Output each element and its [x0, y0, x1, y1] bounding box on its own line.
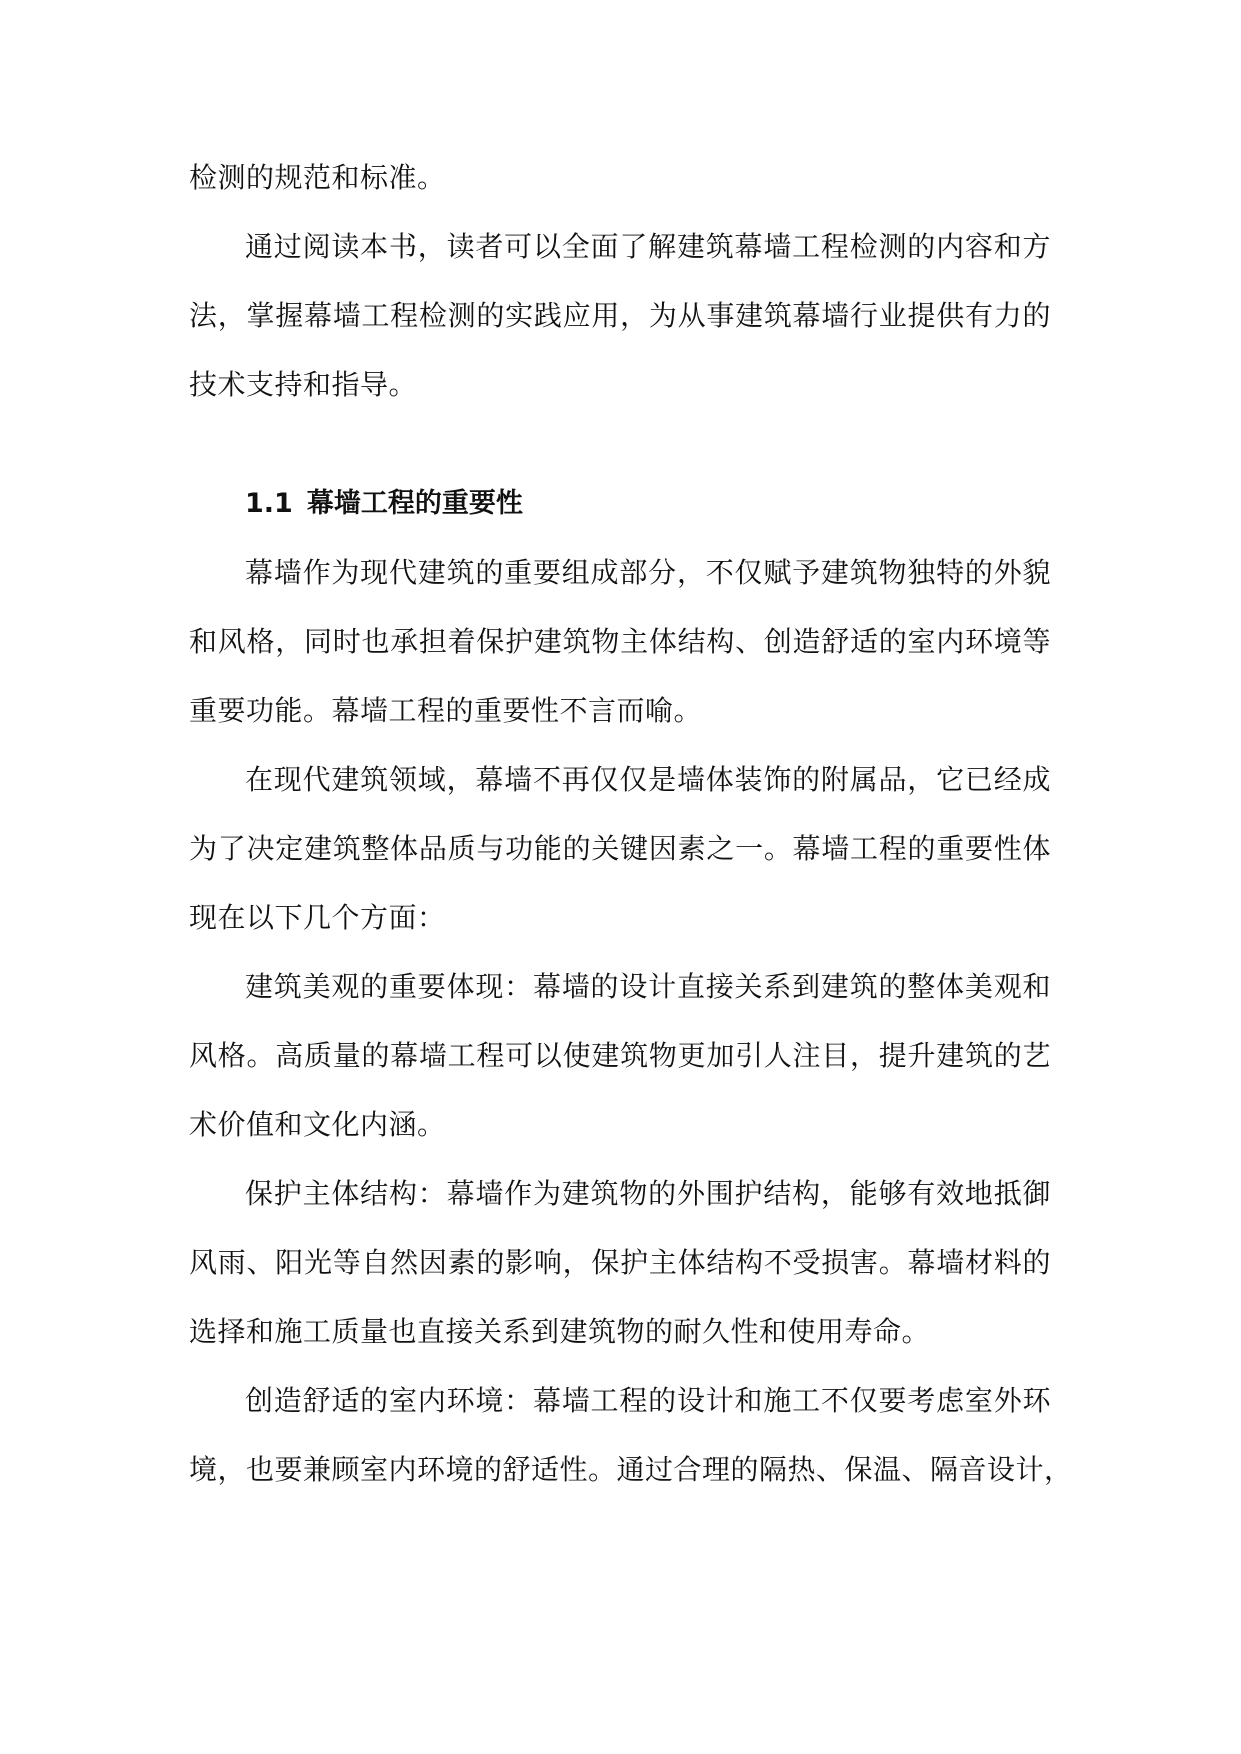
- paragraph-continuation: [189, 143, 1051, 212]
- section-heading: [189, 469, 1051, 538]
- paragraph-indoor-environment: [189, 1366, 1073, 1504]
- paragraph-structure-protection: [189, 1159, 1051, 1366]
- paragraph-curtain-wall-role: [189, 538, 1051, 745]
- text-line: 为了决定建筑整体品质与功能的关键因素之一。幕墙工程的重要性体: [189, 832, 1051, 865]
- text-line: 创造舒适的室内环境：幕墙工程的设计和施工不仅要考虑室外环: [245, 1384, 1051, 1417]
- text-line: 检测的规范和标准。: [189, 161, 446, 194]
- text-line: 现在以下几个方面：: [189, 901, 446, 934]
- section-number: 1.1: [245, 488, 293, 519]
- paragraph-modern-architecture: [189, 745, 1051, 952]
- text-line: 通过阅读本书，读者可以全面了解建筑幕墙工程检测的内容和方: [245, 230, 1051, 263]
- text-line: 重要功能。幕墙工程的重要性不言而喻。: [189, 694, 703, 727]
- text-line: 和风格，同时也承担着保护建筑物主体结构、创造舒适的室内环境等: [189, 625, 1051, 658]
- text-line: 保护主体结构：幕墙作为建筑物的外围护结构，能够有效地抵御: [245, 1177, 1051, 1210]
- text-line: 技术支持和指导。: [189, 368, 418, 401]
- text-line: 境，也要兼顾室内环境的舒适性。通过合理的隔热、保温、隔音设计，: [189, 1453, 1073, 1486]
- text-line: 法，掌握幕墙工程检测的实践应用，为从事建筑幕墙行业提供有力的: [189, 299, 1051, 332]
- document-body: [189, 143, 1073, 1504]
- text-line: 选择和施工质量也直接关系到建筑物的耐久性和使用寿命。: [189, 1315, 931, 1348]
- paragraph-intro-summary: [189, 212, 1051, 419]
- text-line: 术价值和文化内涵。: [189, 1108, 446, 1141]
- text-line: 在现代建筑领域，幕墙不再仅仅是墙体装饰的附属品，它已经成: [245, 763, 1051, 796]
- paragraph-aesthetics: [189, 952, 1051, 1159]
- text-line: 风格。高质量的幕墙工程可以使建筑物更加引人注目，提升建筑的艺: [189, 1039, 1051, 1072]
- section-title: 幕墙工程的重要性: [306, 488, 523, 519]
- text-line: 幕墙作为现代建筑的重要组成部分，不仅赋予建筑物独特的外貌: [245, 556, 1051, 589]
- text-line: 建筑美观的重要体现：幕墙的设计直接关系到建筑的整体美观和: [245, 970, 1051, 1003]
- text-line: 风雨、阳光等自然因素的影响，保护主体结构不受损害。幕墙材料的: [189, 1246, 1051, 1279]
